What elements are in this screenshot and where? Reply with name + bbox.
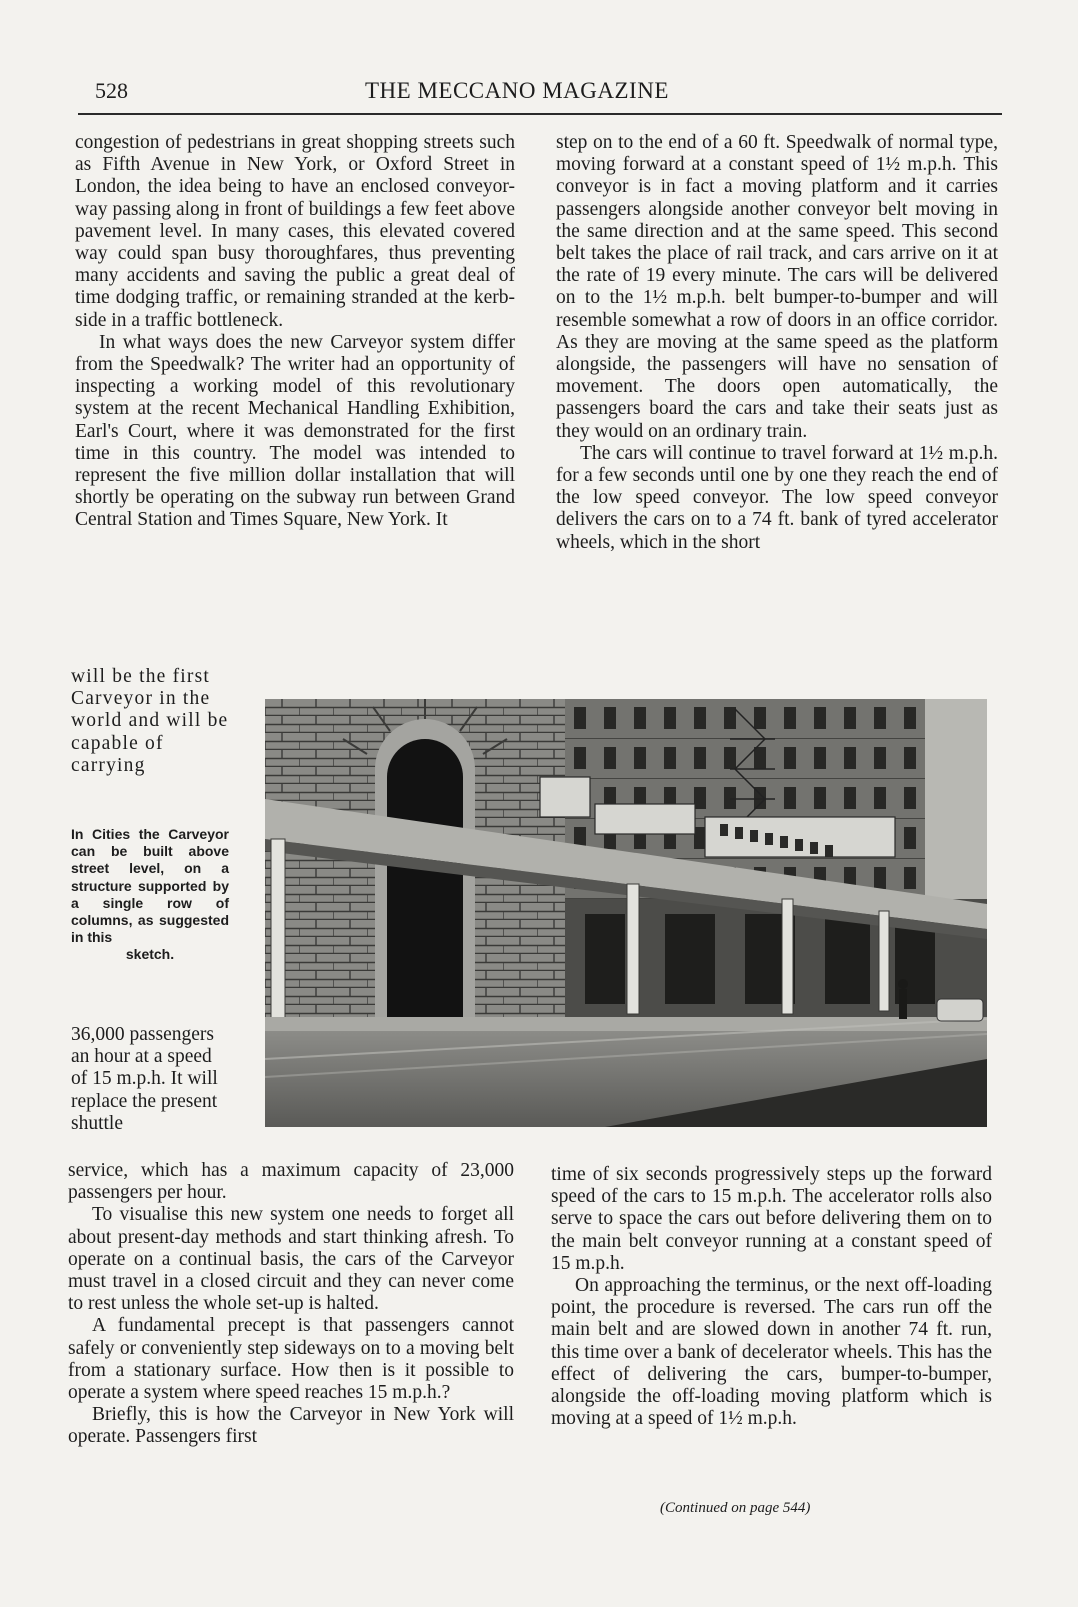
paragraph: step on to the end of a 60 ft. Speedwalk of normal type, moving forward at a constant speed of 1½ m.p.h. This conveyor is in fact a moving platform and it carries passengers alongside another conveyor belt moving in the same direction and at the same speed. This second belt takes the place of rail track, and cars arrive on it at the rate of 19 every minute. The cars will be delivered on to the 1½ m.p.h. belt bumper-to-bumper and will resemble somewhat a row of doors in an office corridor. As they are moving at the same speed as the platform alongside, the passengers will have no sensation of movement. The doors open automatically, the passengers board the cars and take their seats just as they would on an ordinary train.	[556, 132, 998, 442]
caption-body: In Cities the Carveyor can be built above street level, on a structure supported by a single row of columns, as suggested in this	[71, 826, 229, 946]
right-column-bottom	[551, 1164, 992, 1430]
paragraph: Briefly, this is how the Carveyor in New York will operate. Passengers first	[68, 1404, 514, 1448]
paragraph: time of six seconds progressively steps up the forward speed of the cars to 15 m.p.h. The accelerator rolls also serve to space the cars out before delivering them on to the main belt conveyor running at a constant speed of 15 m.p.h.	[551, 1164, 992, 1274]
paragraph: congestion of pedestrians in great shopping streets such as Fifth Avenue in New York, or Oxford Street in London, the idea being to have an enclosed conveyor-way passing along in front of buildings a few feet above pavement level. In many cases, this elevated covered way could span busy thoroughfares, thus preventing many accidents and saving the public a great deal of time dodging traffic, or remaining stranded at the kerb-side in a traffic bottleneck.	[75, 132, 515, 331]
paragraph: service, which has a maximum capacity of 23,000 passengers per hour.	[68, 1160, 514, 1204]
header-rule	[78, 113, 1002, 115]
carveyor-street-photo	[265, 699, 987, 1127]
paragraph: On approaching the terminus, or the next off-loading point, the procedure is reversed. The cars run off the main belt and are slowed down in another 74 ft. run, this time over a bank of decelerator wheels. This has the effect of delivering the cars, bumper-to-bumper, alongside the off-loading moving platform which is moving at a speed of 1½ m.p.h.	[551, 1275, 992, 1430]
magazine-title: THE MECCANO MAGAZINE	[365, 78, 669, 103]
caption-end: sketch.	[125, 946, 175, 963]
photo-illustration	[265, 699, 987, 1127]
paragraph: 36,000 passengers an hour at a speed of 15 m.p.h. It will replace the present shuttle	[71, 1024, 218, 1134]
page-number: 528	[95, 78, 128, 103]
paragraph: A fundamental precept is that passengers cannot safely or conveniently step sideways on to a moving belt from a stationary surface. How then is it possible to operate a system where speed reaches 15 m.p.h.?	[68, 1315, 514, 1404]
page-header	[95, 78, 1025, 114]
continued-note: (Continued on page 544)	[660, 1500, 811, 1516]
photo-caption	[71, 826, 229, 964]
right-column-top	[556, 132, 998, 554]
paragraph: To visualise this new system one needs to forget all about present-day methods and start thinking afresh. To operate on a continual basis, the cars of the Carveyor must travel in a closed circuit and they can never come to rest unless the whole set-up is halted.	[68, 1204, 514, 1315]
wrapped-text-bottom	[71, 1024, 229, 1135]
wrapped-text-top	[71, 666, 229, 777]
paragraph: In what ways does the new Carveyor system differ from the Speedwalk? The writer had an opportunity of inspecting a working model of this revolutionary system at the recent Mechanical Handling Exhibition, Earl's Court, where it was demonstrated for the first time in this country. The model was intended to represent the five million dollar installation that will shortly be operating on the subway run between Grand Central Station and Times Square, New York. It	[75, 331, 515, 531]
paragraph: will be the first Carveyor in the world and will be capable of carrying	[71, 666, 229, 776]
paragraph: The cars will continue to travel forward at 1½ m.p.h. for a few seconds until one by one they reach the end of the low speed conveyor. The low speed conveyor delivers the cars on to a 74 ft. bank of tyred accelerator wheels, which in the short	[556, 442, 998, 553]
left-column-bottom	[68, 1160, 514, 1449]
left-column-top	[75, 132, 515, 532]
